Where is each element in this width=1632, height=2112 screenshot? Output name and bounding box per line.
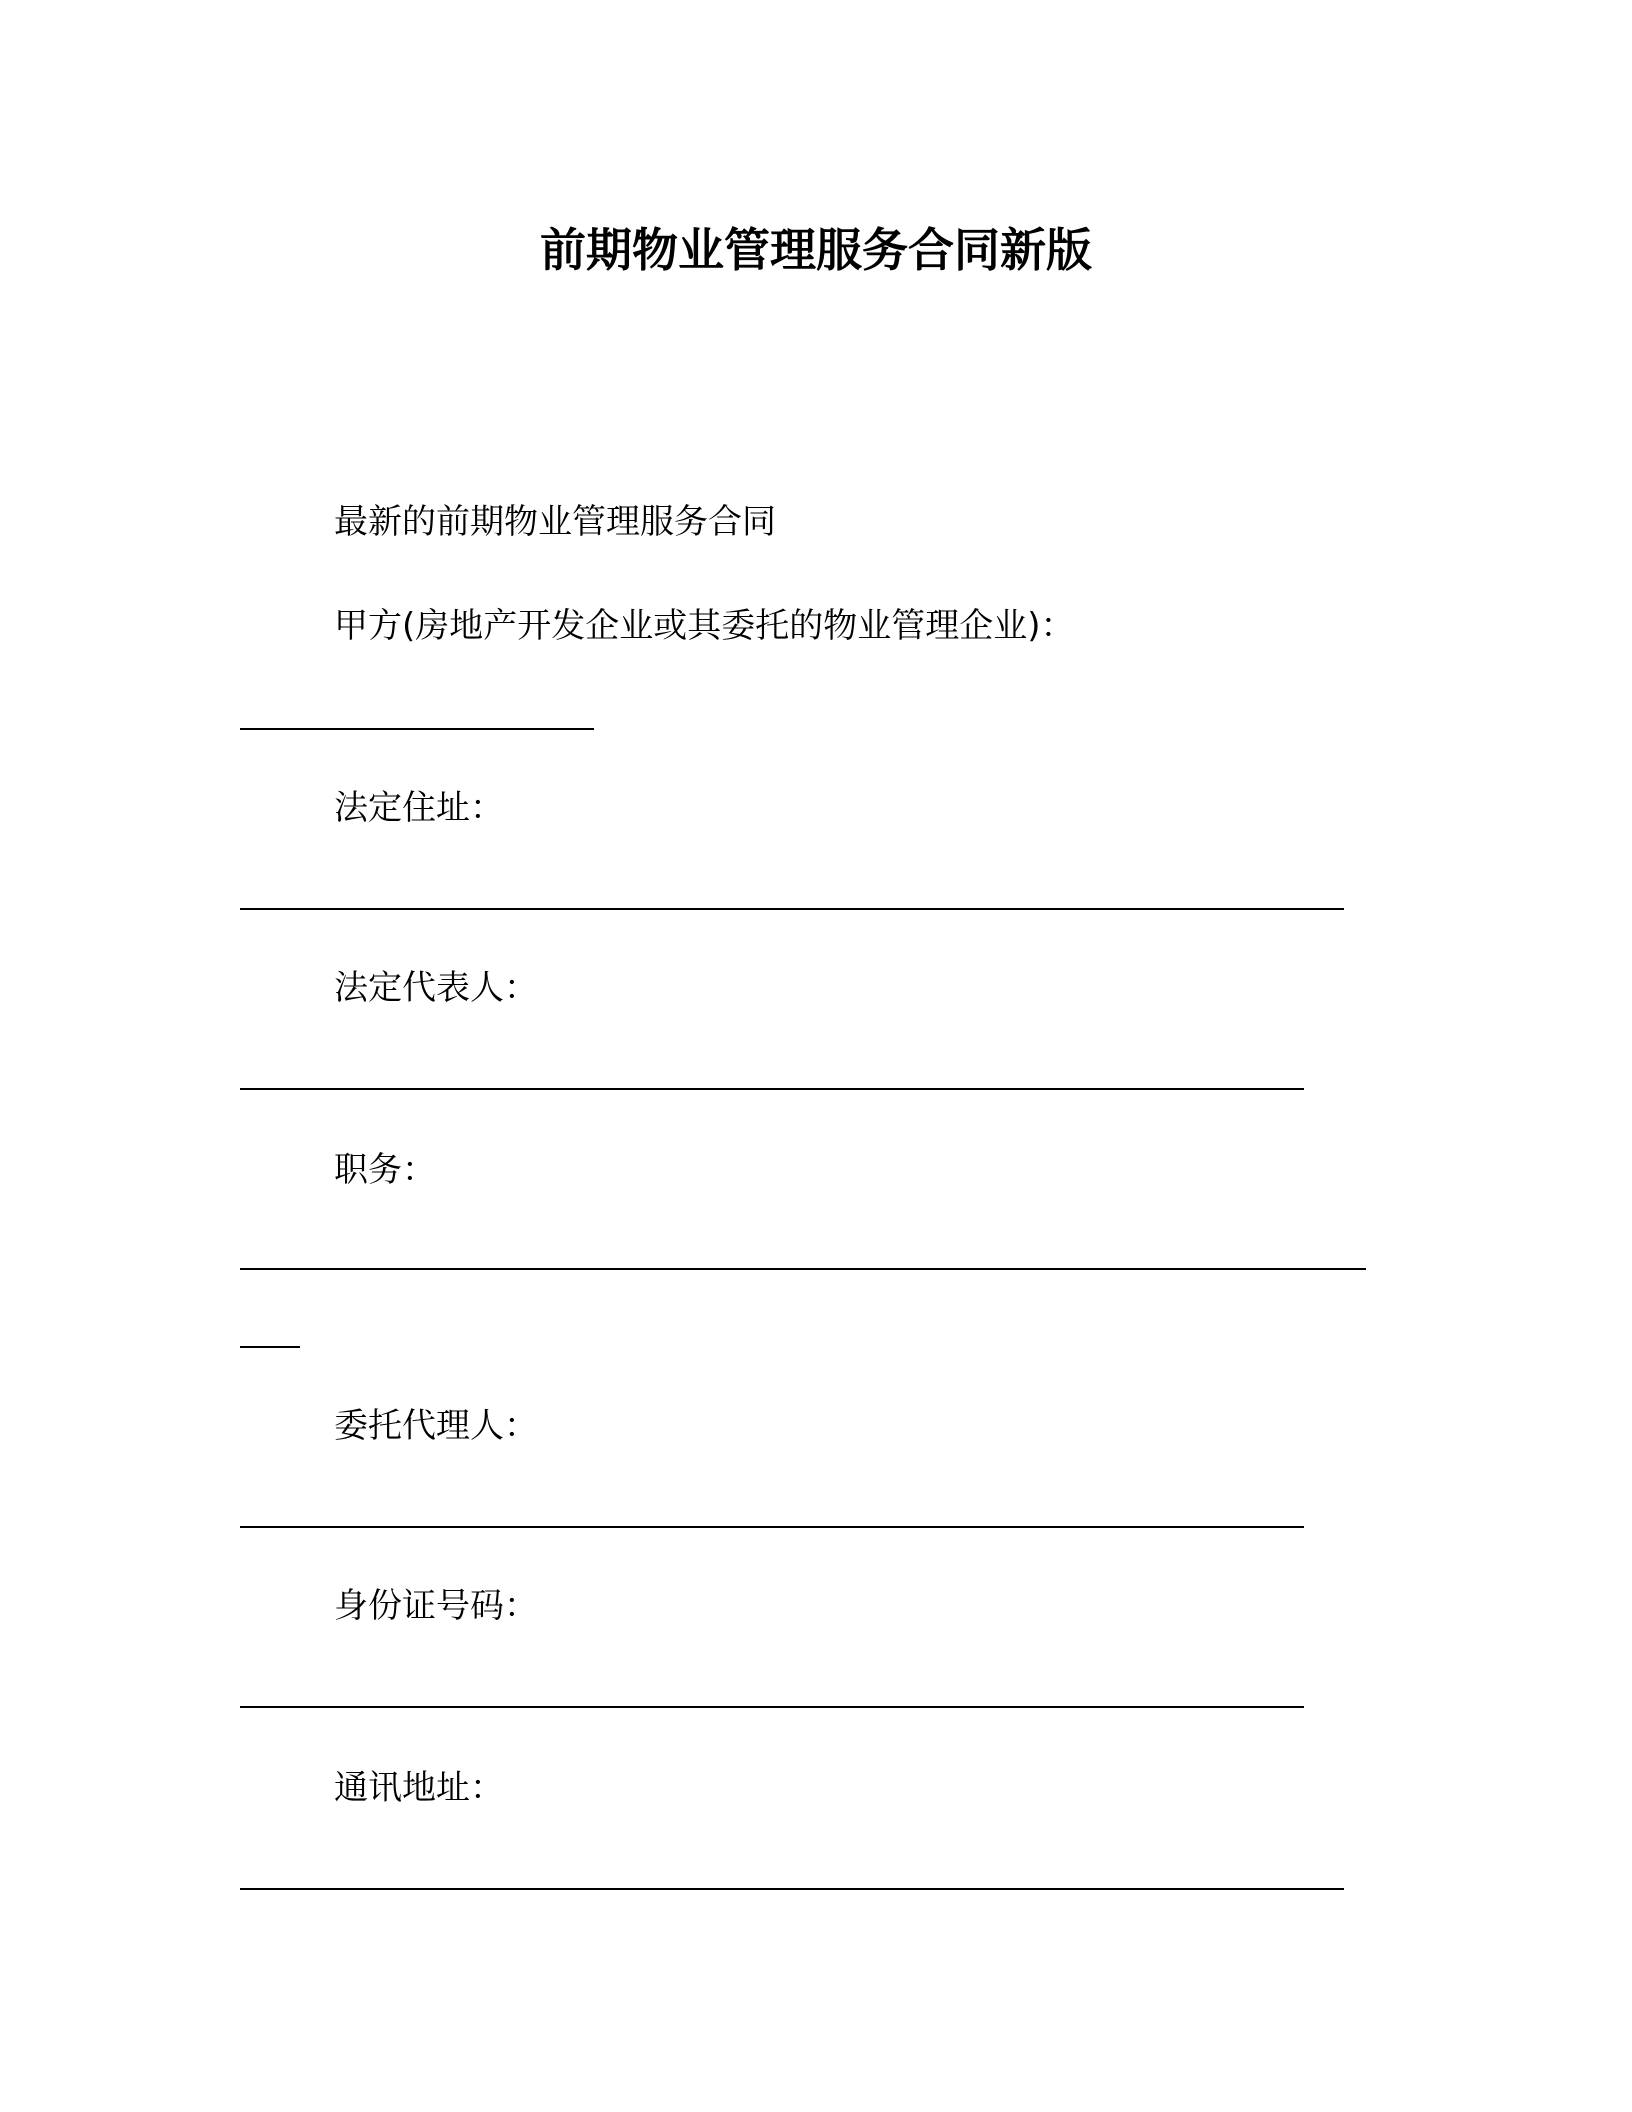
position-label: 职务： xyxy=(334,1150,436,1190)
document-title: 前期物业管理服务合同新版 xyxy=(540,223,1092,277)
mailing-address-label: 通讯地址： xyxy=(334,1768,504,1808)
agent-label: 委托代理人： xyxy=(334,1406,538,1446)
legal-address-label: 法定住址： xyxy=(334,788,504,828)
agent-blank xyxy=(240,1526,1304,1528)
position-blank-continued xyxy=(240,1346,300,1348)
intro-line: 最新的前期物业管理服务合同 xyxy=(334,502,776,542)
id-number-blank xyxy=(240,1706,1304,1708)
position-blank xyxy=(240,1268,1366,1270)
legal-rep-label: 法定代表人： xyxy=(334,968,538,1008)
mailing-address-blank xyxy=(240,1888,1344,1890)
id-number-label: 身份证号码： xyxy=(334,1586,538,1626)
party-a-label: 甲方(房地产开发企业或其委托的物业管理企业)： xyxy=(334,606,1075,646)
legal-rep-blank xyxy=(240,1088,1304,1090)
party-a-blank xyxy=(240,728,594,730)
legal-address-blank xyxy=(240,908,1344,910)
